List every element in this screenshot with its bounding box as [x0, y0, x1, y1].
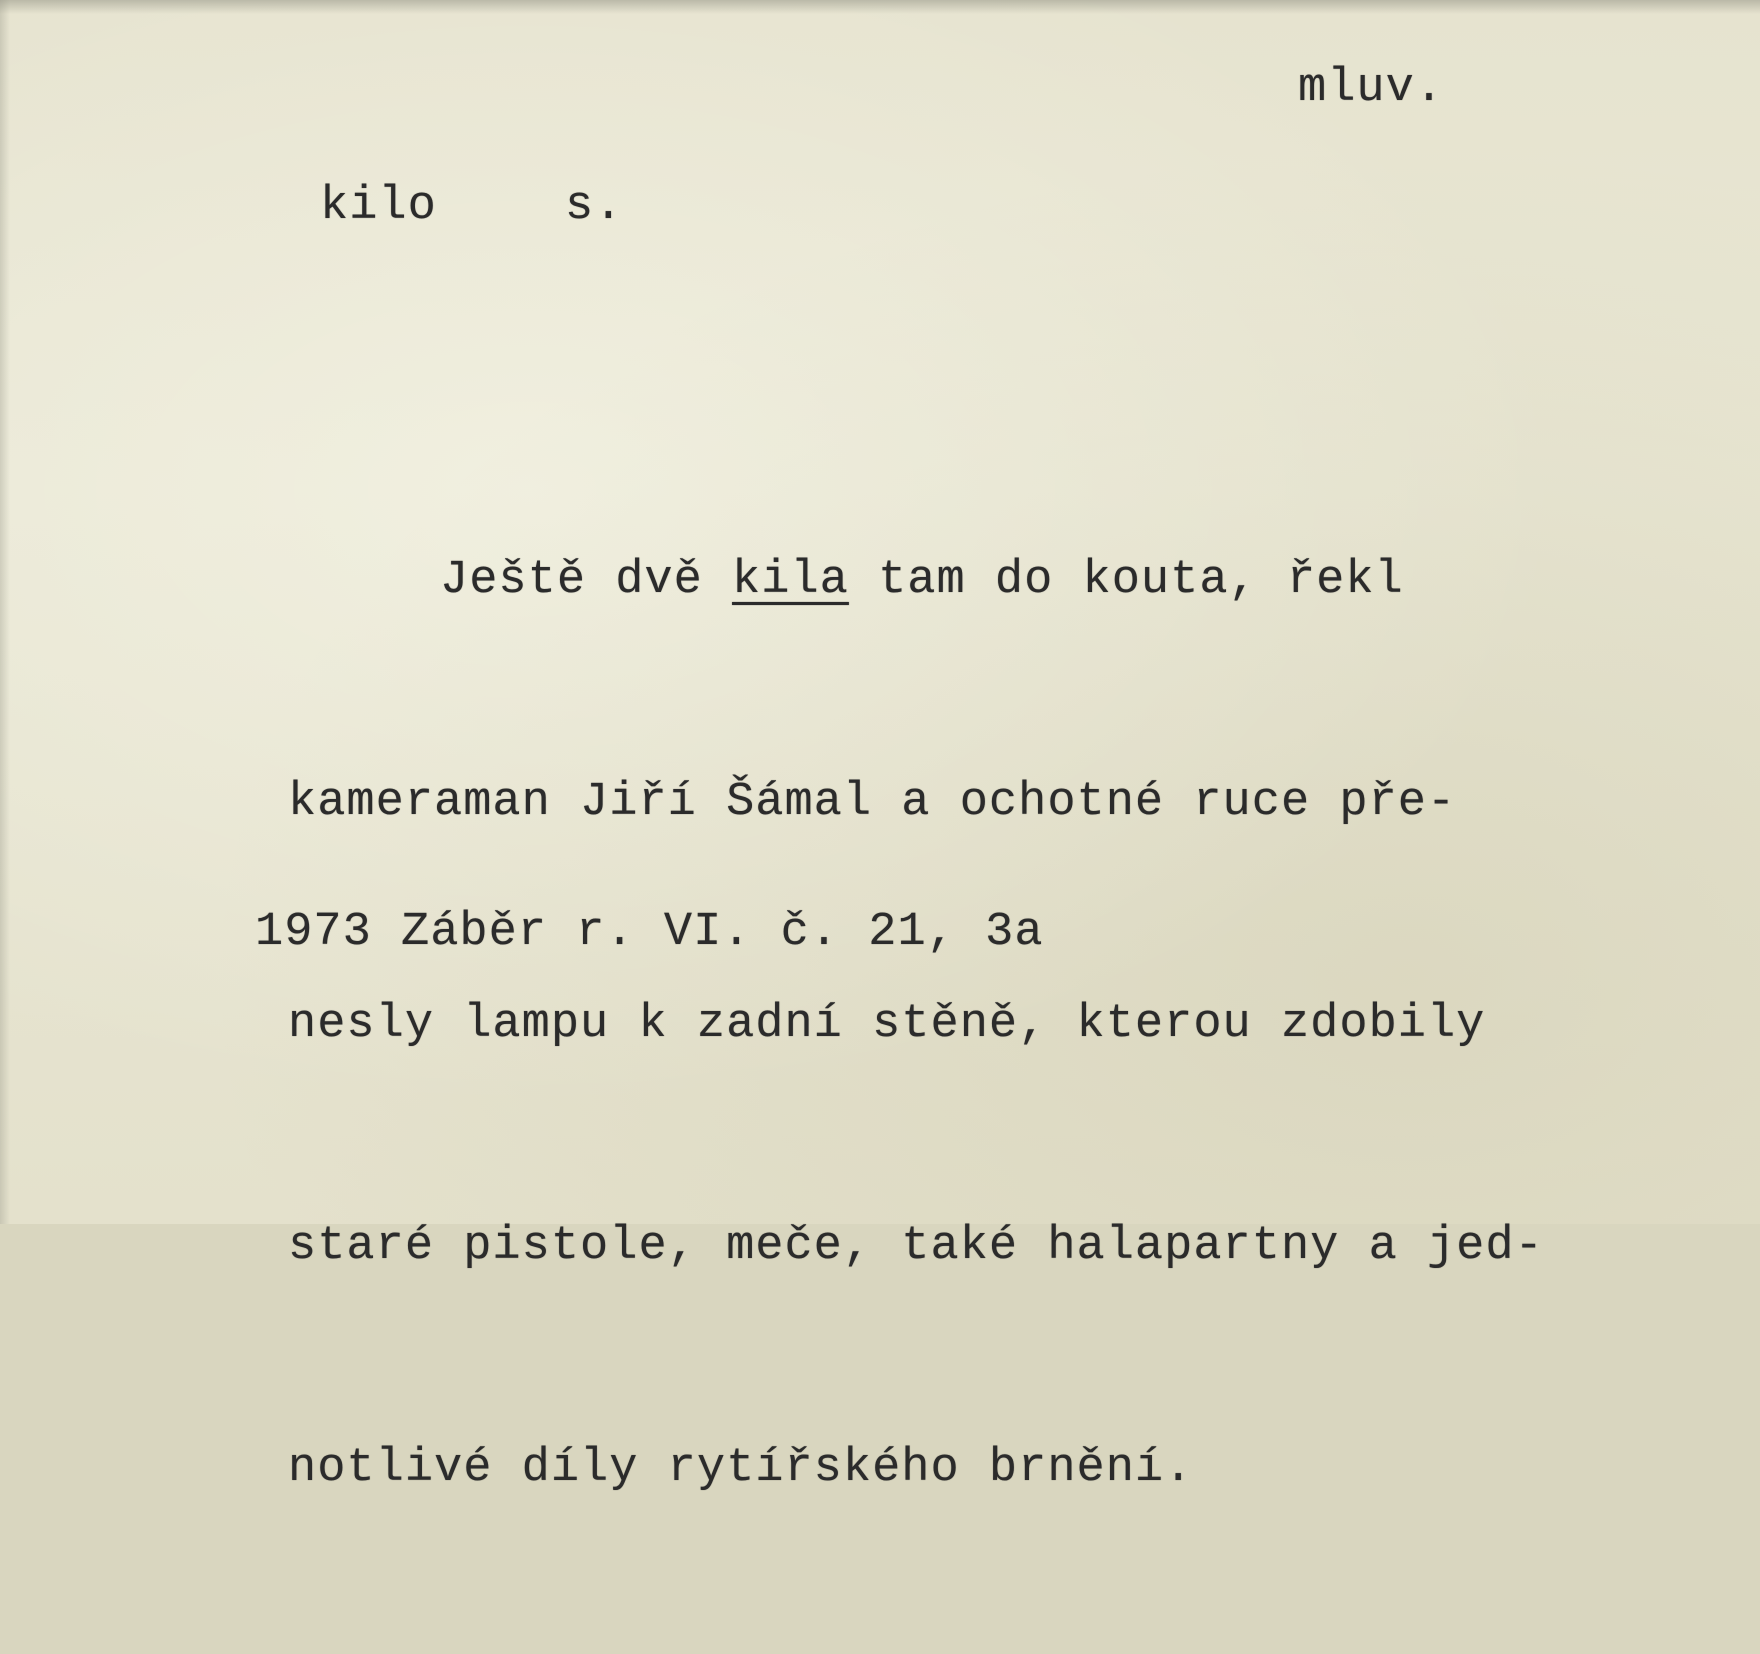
- example-text: [288, 396, 1544, 1654]
- example-line-1: [288, 544, 1544, 618]
- example-line-1-start: Ještě dvě: [440, 554, 733, 607]
- highlighted-word: kila: [732, 554, 849, 607]
- example-line-3: nesly lampu k zadní stěně, kterou zdobily: [288, 998, 1486, 1051]
- example-line-4: staré pistole, meče, také halapartny a jed-: [288, 1220, 1544, 1273]
- card-top-edge: [0, 0, 1760, 14]
- example-line-1-end: tam do kouta, řekl: [848, 554, 1404, 607]
- register-label: mluv.: [1298, 62, 1445, 115]
- example-line-5: notlivé díly rytířského brnění.: [288, 1442, 1194, 1495]
- source-citation: 1973 Záběr r. VI. č. 21, 3a: [255, 906, 1044, 959]
- grammar-label: s.: [565, 180, 624, 233]
- headword: kilo: [320, 180, 437, 233]
- card-left-edge: [0, 0, 10, 1224]
- example-line-2: kameraman Jiří Šámal a ochotné ruce pře-: [288, 776, 1457, 829]
